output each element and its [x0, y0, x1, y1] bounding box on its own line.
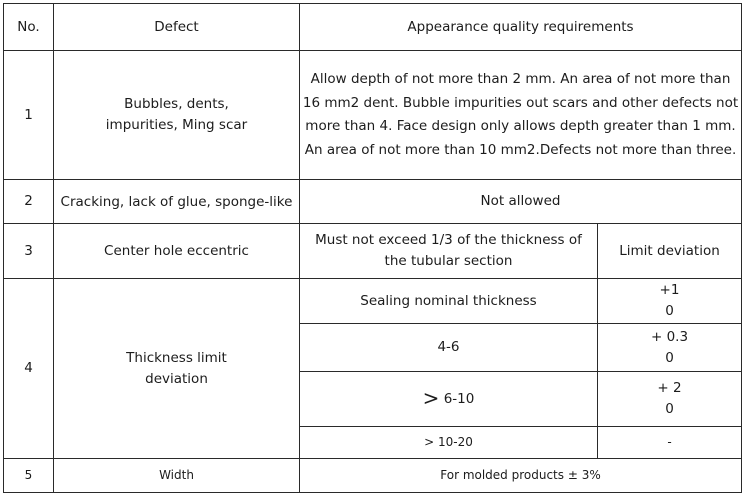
row-number: 5 [4, 459, 54, 493]
requirement-text: Allow depth of not more than 2 mm. An area of not more than 16 mm2 dent. Bubble impurities out scars and other defects not more than 4. Face design only allows depth greater than 1 mm. An area of not more than 10 mm2.Defects not more than three. [300, 51, 742, 180]
deviation-upper: +1 [659, 282, 680, 298]
limit-deviation-label: Limit deviation [598, 224, 742, 279]
greater-than-symbol: > [424, 435, 435, 449]
defect-text: impurities, Ming scar [105, 117, 248, 133]
deviation-cell [598, 372, 742, 427]
table-row [4, 180, 742, 224]
thickness-cell [300, 427, 598, 459]
table-row [4, 279, 742, 324]
requirement-text: Not allowed [300, 180, 742, 224]
header-row [4, 4, 742, 51]
thickness-range: 6-10 [443, 391, 475, 407]
header-requirements: Appearance quality requirements [300, 4, 742, 51]
defect-text: Thickness limit [126, 349, 227, 366]
row-number: 4 [4, 279, 54, 459]
defect-cell [54, 51, 300, 180]
deviation-upper: + 0.3 [650, 328, 689, 345]
row-number: 3 [4, 224, 54, 279]
header-no: No. [4, 4, 54, 51]
table-row [4, 459, 742, 493]
defect-text: Width [54, 459, 300, 493]
defect-text: Bubbles, dents, [124, 96, 229, 112]
defect-text: Cracking, lack of glue, sponge-like [54, 180, 300, 224]
defect-text: deviation [145, 370, 208, 387]
defect-cell [54, 279, 300, 459]
requirement-text: For molded products ± 3% [300, 459, 742, 493]
appearance-quality-table [3, 3, 742, 493]
deviation-cell [598, 324, 742, 372]
deviation-cell [598, 279, 742, 324]
deviation-lower: 0 [665, 303, 674, 319]
table-row [4, 224, 742, 279]
requirement-text: Must not exceed 1/3 of the thickness of the tubular section [300, 224, 598, 279]
row-number: 2 [4, 180, 54, 224]
defect-text: Center hole eccentric [54, 224, 300, 279]
header-defect: Defect [54, 4, 300, 51]
deviation-lower: 0 [665, 349, 674, 366]
deviation-upper: + 2 [657, 380, 682, 396]
table-row [4, 51, 742, 180]
thickness-cell [300, 372, 598, 427]
thickness-cell: Sealing nominal thickness [300, 279, 598, 324]
thickness-range: 10-20 [438, 435, 473, 449]
deviation-cell: - [598, 427, 742, 459]
deviation-lower: 0 [665, 401, 674, 417]
row-number: 1 [4, 51, 54, 180]
greater-than-symbol: > [422, 386, 440, 410]
thickness-cell: 4-6 [300, 324, 598, 372]
